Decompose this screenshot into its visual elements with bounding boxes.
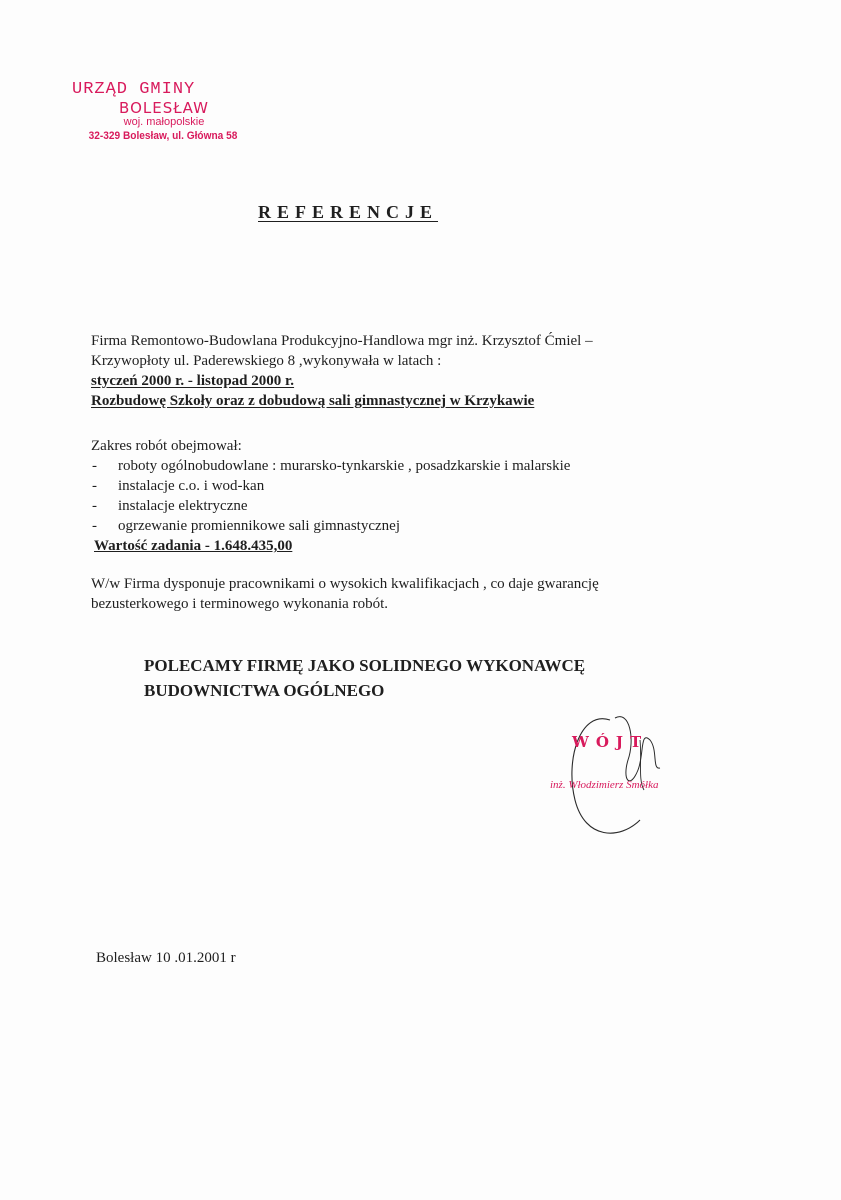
signature-scribble-icon [540,700,720,850]
scope-item: - instalacje c.o. i wod-kan [91,476,731,496]
scope-item: - instalacje elektryczne [91,496,731,516]
company-line-2: Krzywopłoty ul. Paderewskiego 8 ,wykonywała w latach : [91,353,442,369]
guarantee-line-1: W/w Firma dysponuje pracownikami o wysokich kwalifikacjach , co daje gwarancję [91,576,599,592]
recommendation-line-1: POLECAMY FIRMĘ JAKO SOLIDNEGO WYKONAWCĘ [144,656,586,675]
scope-list [91,456,731,536]
signatory-name: inż. Włodzimierz Smółka [550,779,659,791]
scope-heading: Zakres robót obejmował: [91,438,242,454]
guarantee-line-2: bezusterkowego i terminowego wykonania robót. [91,596,389,612]
scope-item: - ogrzewanie promiennikowe sali gimnastycznej [91,516,731,536]
stamp-line-address: 32-329 Bolesław, ul. Główna 58 [88,130,238,142]
work-period: styczeń 2000 r. - listopad 2000 r. [91,373,295,389]
contract-value: Wartość zadania - 1.648.435,00 [94,538,293,554]
office-stamp [70,80,270,142]
stamp-line-office: URZĄD GMINY [72,80,196,99]
document-title: REFERENCJE [258,202,439,222]
stamp-line-province: woj. małopolskie [123,116,205,128]
recommendation-line-2: BUDOWNICTWA OGÓLNEGO [144,681,385,700]
signature-title: WÓJT [572,733,649,751]
project-name: Rozbudowę Szkoły oraz z dobudową sali gimnastycznej w Krzykawie [91,393,535,409]
guarantee-paragraph [91,574,711,614]
scope-section [91,436,731,556]
intro-paragraph [91,331,691,411]
company-line-1: Firma Remontowo-Budowlana Produkcyjno-Handlowa mgr inż. Krzysztof Ćmiel – [91,333,593,349]
scope-item: - roboty ogólnobudowlane : murarsko-tynkarskie , posadzkarskie i malarskie [91,456,731,476]
document-date: Bolesław 10 .01.2001 r [96,950,236,966]
recommendation [144,653,585,703]
stamp-line-town: BOLESŁAW [119,99,209,117]
